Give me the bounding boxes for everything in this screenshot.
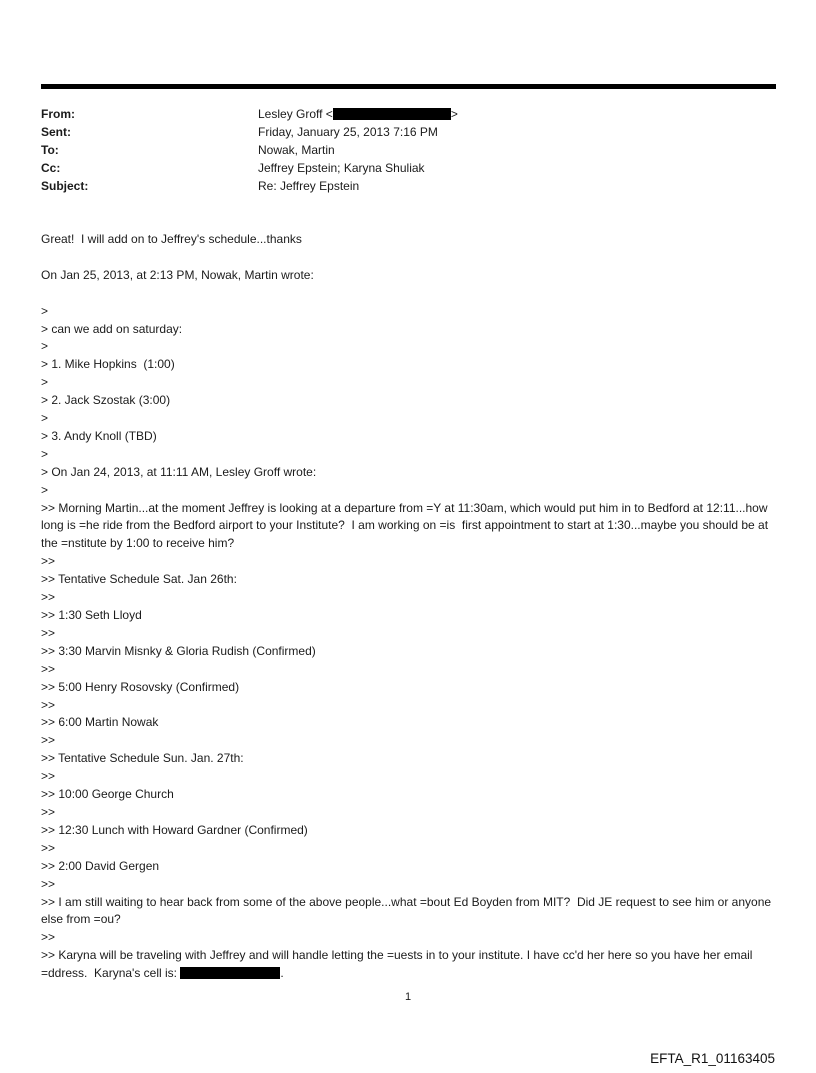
header-field-row: [41, 141, 776, 159]
body-line: [41, 840, 775, 858]
text-segment: >>: [41, 554, 56, 569]
text-segment: >> 5:00 Henry Rosovsky (Confirmed): [41, 679, 240, 694]
body-line: [41, 750, 775, 768]
text-segment: >> Tentative Schedule Sun. Jan. 27th:: [41, 751, 244, 766]
text-segment: >> 3:30 Marvin Misnky & Gloria Rudish (Confirmed): [41, 643, 316, 658]
body-line: [41, 804, 775, 822]
email-header-fields: [41, 105, 776, 195]
text-segment: >>: [41, 625, 56, 640]
text-segment: >> 1:30 Seth Lloyd: [41, 608, 142, 622]
body-line: [41, 822, 775, 840]
text-segment: >> 10:00 George Church: [41, 787, 174, 802]
text-segment: On Jan 25, 2013, at 2:13 PM, Nowak, Martin wrote:: [41, 267, 314, 282]
text-segment: Lesley Groff <: [258, 107, 333, 121]
header-field-row: [41, 177, 776, 195]
text-segment: >>: [41, 804, 56, 819]
header-field-label: To:: [41, 143, 59, 157]
body-line: [41, 643, 775, 661]
header-field-row: [41, 159, 776, 177]
bates-number: EFTA_R1_01163405: [650, 1051, 775, 1066]
header-field-value: [258, 159, 776, 177]
body-line: [41, 303, 775, 321]
body-line: [41, 249, 775, 267]
body-line: [41, 894, 775, 930]
header-field-label: Sent:: [41, 125, 71, 139]
body-line: [41, 464, 775, 482]
text-segment: >>: [41, 930, 56, 945]
body-line: [41, 768, 775, 786]
body-line: [41, 231, 775, 249]
body-line: [41, 356, 775, 374]
body-line: [41, 625, 775, 643]
body-line: [41, 321, 775, 339]
text-segment: >>: [41, 876, 56, 891]
body-line: [41, 446, 775, 464]
text-segment: >: [41, 482, 49, 497]
text-segment: >: [41, 303, 49, 318]
header-field-label: Cc:: [41, 161, 61, 175]
body-line: [41, 374, 775, 392]
text-segment: Jeffrey Epstein; Karyna Shuliak: [258, 161, 425, 175]
text-segment: >: [450, 107, 458, 121]
body-line: [41, 858, 775, 876]
body-line: [41, 285, 775, 303]
body-line: [41, 714, 775, 732]
body-line: [41, 553, 775, 571]
body-line: [41, 661, 775, 679]
body-line: [41, 697, 775, 715]
redaction-box: [333, 108, 451, 120]
text-segment: >>: [41, 769, 56, 784]
body-line: [41, 267, 775, 285]
body-line: [41, 571, 775, 589]
text-segment: >>: [41, 697, 56, 712]
header-field-value: [258, 105, 776, 123]
body-line: [41, 929, 775, 947]
body-line: [41, 786, 775, 804]
text-segment: > 3. Andy Knoll (TBD): [41, 428, 157, 443]
text-segment: >>: [41, 733, 56, 748]
body-line: [41, 482, 775, 500]
redaction-box: [180, 967, 280, 979]
text-segment: Nowak, Martin: [258, 143, 335, 157]
body-line: [41, 876, 775, 894]
header-field-label: Subject:: [41, 179, 89, 193]
body-line: [41, 589, 775, 607]
body-line: [41, 607, 775, 625]
body-line: [41, 410, 775, 428]
text-segment: >: [41, 411, 49, 426]
text-segment: >> 2:00 David Gergen: [41, 858, 160, 873]
text-segment: > On Jan 24, 2013, at 11:11 AM, Lesley Groff wrote:: [41, 464, 317, 479]
header-field-label: From:: [41, 107, 75, 121]
text-segment: > can we add on saturday:: [41, 321, 183, 336]
body-line: [41, 392, 775, 410]
text-segment: >>: [41, 661, 56, 676]
header-field-value: [258, 123, 776, 141]
header-field-value: [258, 141, 776, 159]
text-segment: Great! I will add on to Jeffrey's schedule...thanks: [41, 232, 302, 246]
email-header: [41, 105, 776, 195]
body-line: [41, 428, 775, 446]
text-segment: >> Morning Martin...at the moment Jeffrey is looking at a departure from =Y at 11:30am, which would put him in to Bedford at 12:11...how long is =he ride from the Bedford airport to your Institute? I am working on =is first appointment to start at 1:30...maybe you should be at the =nstitute by 1:00 to receive him?: [41, 500, 772, 551]
text-segment: >> Karyna will be traveling with Jeffrey and will handle letting the =uests in to your institute. I have cc'd her here so you have her email =ddress. Karyna's cell is:: [41, 948, 756, 981]
email-body: [41, 231, 775, 983]
text-segment: .: [280, 966, 284, 981]
header-field-row: [41, 105, 776, 123]
text-segment: >>: [41, 840, 56, 855]
text-segment: > 1. Mike Hopkins (1:00): [41, 357, 175, 372]
text-segment: >> I am still waiting to hear back from some of the above people...what =bout Ed Boyden from MIT? Did JE request to see him or anyone else from =ou?: [41, 894, 775, 927]
text-segment: >> 6:00 Martin Nowak: [41, 715, 159, 730]
text-segment: Re: Jeffrey Epstein: [258, 179, 360, 193]
text-segment: >: [41, 446, 49, 461]
header-field-value: [258, 177, 776, 195]
body-line: [41, 500, 775, 554]
body-line: [41, 732, 775, 750]
body-line: [41, 338, 775, 356]
text-segment: >> Tentative Schedule Sat. Jan 26th:: [41, 572, 237, 587]
page-number: 1: [404, 991, 412, 1003]
text-segment: >: [41, 339, 49, 354]
header-divider: [41, 84, 776, 89]
text-segment: >: [41, 375, 49, 390]
text-segment: > 2. Jack Szostak (3:00): [41, 393, 171, 408]
header-field-row: [41, 123, 776, 141]
text-segment: Friday, January 25, 2013 7:16 PM: [258, 125, 438, 139]
text-segment: >>: [41, 590, 56, 605]
body-line: [41, 947, 775, 983]
body-line: [41, 679, 775, 697]
text-segment: >> 12:30 Lunch with Howard Gardner (Confirmed): [41, 822, 308, 837]
